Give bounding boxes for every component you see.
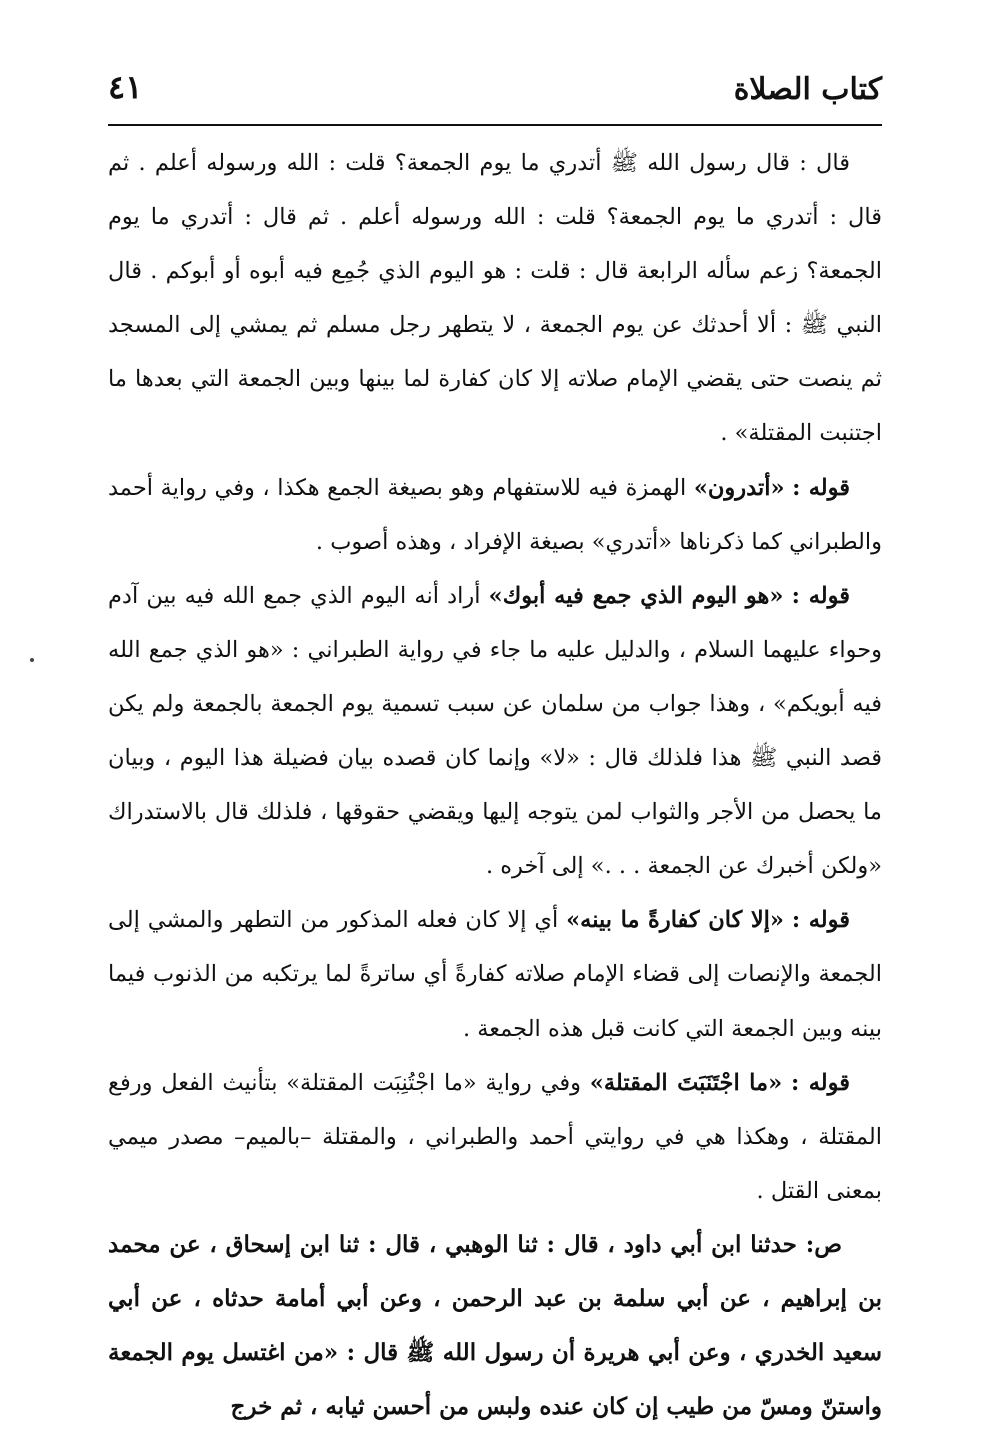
margin-mark <box>30 658 34 662</box>
page-title: كتاب الصلاة <box>733 72 882 107</box>
paragraph-commentary-kaffarah <box>108 893 882 1055</box>
page-number: ٤١ <box>108 68 143 106</box>
commentary-label: قوله : <box>791 907 851 934</box>
header-divider <box>108 124 882 126</box>
paragraph-commentary-atadroon <box>108 461 882 569</box>
paragraph-commentary-yawm <box>108 569 882 894</box>
paragraph-isnad <box>108 1218 882 1434</box>
paragraph-text: قال : قال رسول الله ﷺ أتدري ما يوم الجمعة؟ قلت : الله ورسوله أعلم . ثم قال : أتدري ما يوم الجمعة؟ قلت : الله ورسوله أعلم . ثم قال : أتدري ما يوم الجمعة؟ زعم سأله الرابعة قال : قلت : هو اليوم الذي جُمِع فيه أبوه أو أبوكم . قال النبي ﷺ : ألا أحدثك عن يوم الجمعة ، لا يتطهر رجل مسلم ثم يمشي إلى المسجد ثم ينصت حتى يقضي الإمام صلاته إلا كان كفارة لما بينها وبين الجمعة التي بعدها ما اجتنبت المقتلة» . <box>108 150 882 447</box>
commentary-quote: «ما اجْتَنَبَتَ المقتلة» <box>589 1069 783 1096</box>
isnad-text: ص: حدثنا ابن أبي داود ، قال : ثنا الوهبي ، قال : ثنا ابن إسحاق ، عن محمد بن إبراهيم ، عن أبي سلمة بن عبد الرحمن ، وعن أبي أمامة حدثاه ، عن أبي سعيد الخدري ، وعن أبي هريرة أن رسول الله ﷺ قال : «من اغتسل يوم الجمعة واستنّ ومسّ من طيب إن كان عنده ولبس من أحسن ثيابه ، ثم خرج <box>108 1230 882 1421</box>
commentary-quote: «أتدرون» <box>693 474 785 501</box>
commentary-text: وفي رواية «ما اجْتُنِبَت المقتلة» بتأنيث الفعل ورفع المقتلة ، وهكذا هي في روايتي أحمد والطبراني ، والمقتلة –بالميم– مصدر ميمي بمعنى القتل . <box>108 1069 882 1204</box>
commentary-text: أي إلا كان فعله المذكور من التطهر والمشي إلى الجمعة والإنصات إلى قضاء الإمام صلاته كفارةً أي ساترةً لما يرتكبه من الذنوب فيما بينه وبين الجمعة التي كانت قبل هذه الجمعة . <box>108 907 882 1042</box>
commentary-quote: «هو اليوم الذي جمع فيه أبوك» <box>488 582 784 609</box>
commentary-quote: «إلا كان كفارةً ما بينه» <box>566 907 784 934</box>
body-text <box>108 136 882 1434</box>
paragraph-commentary-maqtalah <box>108 1056 882 1218</box>
commentary-text: أراد أنه اليوم الذي جمع الله فيه بين آدم وحواء عليهما السلام ، والدليل عليه ما جاء في رواية الطبراني : «هو الذي جمع الله فيه أبويكم» ، وهذا جواب من سلمان عن سبب تسمية يوم الجمعة بالجمعة ولم يكن قصد النبي ﷺ هذا فلذلك قال : «لا» وإنما كان قصده بيان فضيلة هذا اليوم ، وبيان ما يحصل من الأجر والثواب لمن يتوجه إليها ويقضي حقوقها ، فلذلك قال بالاستدراك «ولكن أخبرك عن الجمعة . . .» إلى آخره . <box>108 582 882 880</box>
commentary-label: قوله : <box>790 1069 851 1096</box>
commentary-text: الهمزة فيه للاستفهام وهو بصيغة الجمع هكذا ، وفي رواية أحمد والطبراني كما ذكرناها «أتدري» بصيغة الإفراد ، وهذه أصوب . <box>108 474 882 555</box>
page-header <box>108 64 882 120</box>
commentary-label: قوله : <box>791 582 851 609</box>
commentary-label: قوله : <box>792 474 850 501</box>
paragraph-hadith-narration <box>108 136 882 461</box>
